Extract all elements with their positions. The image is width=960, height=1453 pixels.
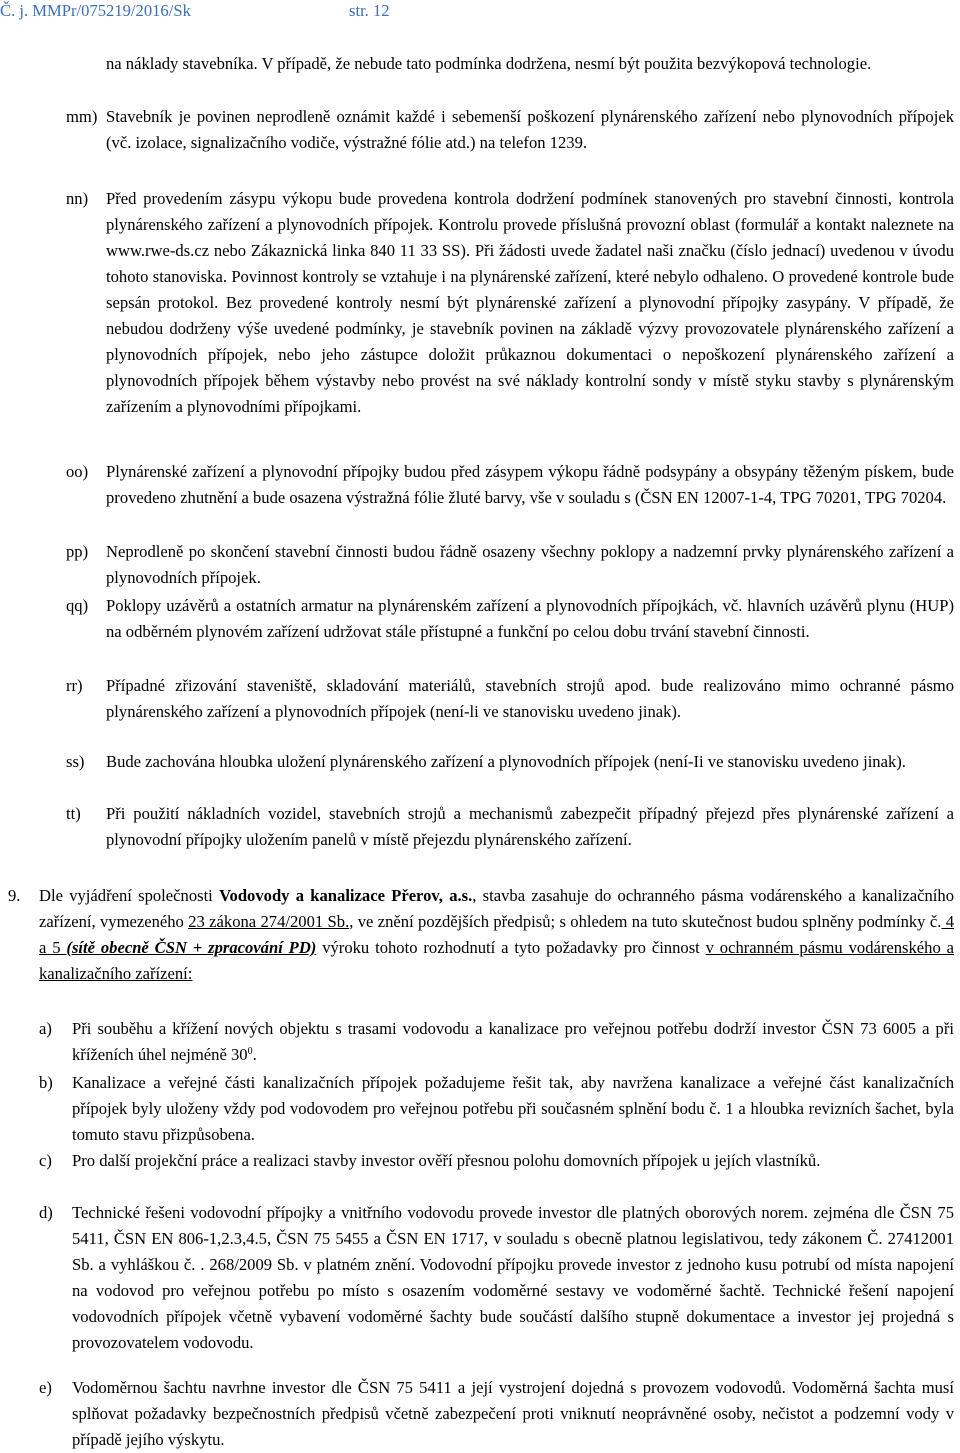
condition-label: qq) bbox=[66, 596, 89, 615]
requirement-text: Technické řešeni vodovodní přípojky a vnitřního vodovodu provede investor dle platných oborových norem. zejména dle ČSN 75 5411, ČSN EN 806-1,2.3,4.5, ČSN 75 5455 a ČSN EN 1717, v souladu s obecně platnou legislativou, tedy zákonem Č. 27412001 Sb. a vyhláškou č. . 268/2009 Sb. v platném znění. Vodovodní přípojku provede investor z jednoho kusu potrubí od místa napojení na vodovod pro veřejnou potřebu po místo s osazením vodoměrné sestavy ve vodoměrné šachtě. Technické řešení napojení vodovodních přípojek včetně vybavení vodoměrné šachty bude součástí dalšího stupně dokumentace a investor jej projedná s provozovatelem vodovodu. bbox=[72, 1203, 954, 1352]
condition-qq bbox=[66, 593, 954, 671]
condition-text: Plynárenské zařízení a plynovodní přípojky budou před zásypem výkopu řádně podsypány a obsypány těženým pískem, bude provedeno zhutnění a bude osazena výstražná fólie žluté barvy, vše v souladu s (ČSN EN 12007-1-4, TPG 70201, TPG 70204. bbox=[106, 462, 954, 507]
company-name: Vodovody a kanalizace Přerov, a.s. bbox=[219, 886, 473, 905]
requirement-label: d) bbox=[39, 1203, 53, 1222]
page-header bbox=[0, 0, 960, 24]
requirement-text: Při souběhu a křížení nových objektu s trasami vodovodu a kanalizace pro veřejnou potřebu dodrží investor ČSN 73 6005 a při kříženích úhel nejméně $30^0$. bbox=[72, 1019, 954, 1064]
condition-text: Bude zachována hloubka uložení plynárenského zařízení a plynovodních přípojek (není-Ii ve stanovisku uvedeno jinak). bbox=[106, 752, 906, 771]
condition-text: Poklopy uzávěrů a ostatních armatur na plynárenském zařízení a plynovodních přípojkách, vč. hlavních uzávěrů plynu (HUP) na odběrném plynovém zařízení udržovat stále přístupné a funkční po celou dobu trvání stavební činnosti. bbox=[106, 596, 954, 641]
requirement-label: a) bbox=[39, 1019, 52, 1038]
document-reference: Č. j. MMPr/075219/2016/Sk bbox=[0, 1, 191, 20]
condition-text: Při použití nákladních vozidel, stavebních strojů a mechanismů zabezpečit případný přejezd přes plynárenské zařízení a plynovodní přípojky uložením panelů v místě přejezdu plynárenského zařízení. bbox=[106, 804, 954, 849]
section-number: 9. bbox=[8, 886, 21, 905]
condition-label: oo) bbox=[66, 462, 89, 481]
section-9 bbox=[8, 883, 954, 1013]
requirement-label: c) bbox=[39, 1151, 52, 1170]
condition-pp bbox=[66, 539, 954, 591]
continued-paragraph: na náklady stavebníka. V případě, že nebude tato podmínka dodržena, nesmí být použita bezvýkopová technologie. bbox=[106, 54, 872, 73]
condition-ss bbox=[66, 749, 954, 801]
condition-text: Neprodleně po skončení stavební činnosti budou řádně osazeny všechny poklopy a nadzemní prvky plynárenského zařízení a plynovodních přípojek. bbox=[106, 542, 954, 587]
condition-oo bbox=[66, 459, 954, 537]
requirement-text: Vodoměrnou šachtu navrhne investor dle ČSN 75 5411 a její vystrojení dojedná s provozem vodovodů. Vodoměrná šachta musí splňovat požadavky bezpečnostních předpisů včetně zabezpečení proti vniknutí neoprávněné osoby, nečistot a podzemní vody v případě jejího výskytu. bbox=[72, 1378, 954, 1449]
requirement-e bbox=[39, 1375, 954, 1447]
condition-text: Před provedením zásypu výkopu bude provedena kontrola dodržení podmínek stanovených pro stavební činnosti, kontrola plynárenského zařízení a plynovodních přípojek. Kontrolu provede příslušná provozní oblast (formulář a kontakt naleznete na www.rwe-ds.cz nebo Zákaznická linka 840 11 33 SS). Při žádosti uvede žadatel naši značku (číslo jednací) uvedenou v úvodu tohoto stanoviska. Povinnost kontroly se vztahuje i na plynárenské zařízení, které nebylo odhaleno. O provedené kontrole bude sepsán protokol. Bez provedené kontroly nesmí být plynárenské zařízení a plynovodní přípojky zasypány. V případě, že nebudou dodrženy výše uvedené podmínky, je stavebník povinen na základě výzvy provozovatele plynárenského zařízení a plynovodních přípojek, nebo jeho zástupce doložit průkaznou dokumentaci o nepoškození plynárenského zařízení a plynovodních přípojek během výstavby nebo provést na své náklady kontrolní sondy v místě styku stavby s plynárenským zařízením a plynovodními přípojkami. bbox=[106, 189, 954, 416]
condition-nn bbox=[66, 186, 954, 456]
section-9-text: Dle vyjádření společnosti Vodovody a kanalizace Přerov, a.s., stavba zasahuje do ochranného pásma vodárenského a kanalizačního zařízení, vymezeného 23 zákona 274/2001 Sb., ve znění pozdějších předpisů; s ohledem na tuto skutečnost budou splněny podmínky č. 4 a 5 (sítě obecně ČSN + zpracování PD) výroku tohoto rozhodnutí a tyto požadavky pro činnost v ochranném pásmu vodárenského a kanalizačního zařízení: bbox=[39, 886, 955, 983]
requirement-a bbox=[39, 1016, 954, 1068]
conditions-reference: (sítě obecně ČSN + zpracování PD) bbox=[66, 938, 317, 957]
law-reference: 23 zákona 274/2001 Sb. bbox=[188, 912, 350, 931]
requirement-c bbox=[39, 1148, 954, 1200]
condition-mm bbox=[66, 104, 954, 182]
requirement-label: b) bbox=[39, 1073, 53, 1092]
condition-label: nn) bbox=[66, 189, 89, 208]
requirement-b bbox=[39, 1070, 954, 1148]
condition-label: rr) bbox=[66, 676, 83, 695]
condition-text: Případné zřizování staveniště, skladování materiálů, stavebních strojů apod. bude realizováno mimo ochranné pásmo plynárenského zařízení a plynovodních přípojek (není-li ve stanovisku uvedeno jinak). bbox=[106, 676, 954, 721]
requirement-text: Kanalizace a veřejné části kanalizačních přípojek požadujeme řešit tak, aby navržena kanalizace a veřejné část kanalizačních přípojek byly uloženy vždy pod vodovodem pro veřejnou potřebu při současném splnění bodu č. 1 a hloubka revizních šachet, byla tomuto stavu přizpůsobena. bbox=[72, 1073, 954, 1144]
requirement-text: Pro další projekční práce a realizaci stavby investor ověří přesnou polohu domovních přípojek u jejích vlastníků. bbox=[72, 1151, 821, 1170]
requirement-label: e) bbox=[39, 1378, 52, 1397]
protection-zone-heading: v ochranném pásmu vodárenského a kanalizačního zařízení: bbox=[39, 938, 954, 983]
condition-tt bbox=[66, 801, 954, 879]
condition-label: ss) bbox=[66, 752, 85, 771]
degree-superscript: 0 bbox=[247, 1046, 253, 1057]
condition-label: tt) bbox=[66, 804, 81, 823]
condition-text: Stavebník je povinen neprodleně oznámit každé i sebemenší poškození plynárenského zařízení nebo plynovodních přípojek (vč. izolace, signalizačního vodiče, výstražné fólie atd.) na telefon 1239. bbox=[106, 107, 954, 152]
condition-rr bbox=[66, 673, 954, 751]
requirement-d bbox=[39, 1200, 954, 1382]
condition-label: pp) bbox=[66, 542, 89, 561]
condition-label: mm) bbox=[66, 107, 98, 126]
page-number: str. 12 bbox=[349, 1, 390, 20]
